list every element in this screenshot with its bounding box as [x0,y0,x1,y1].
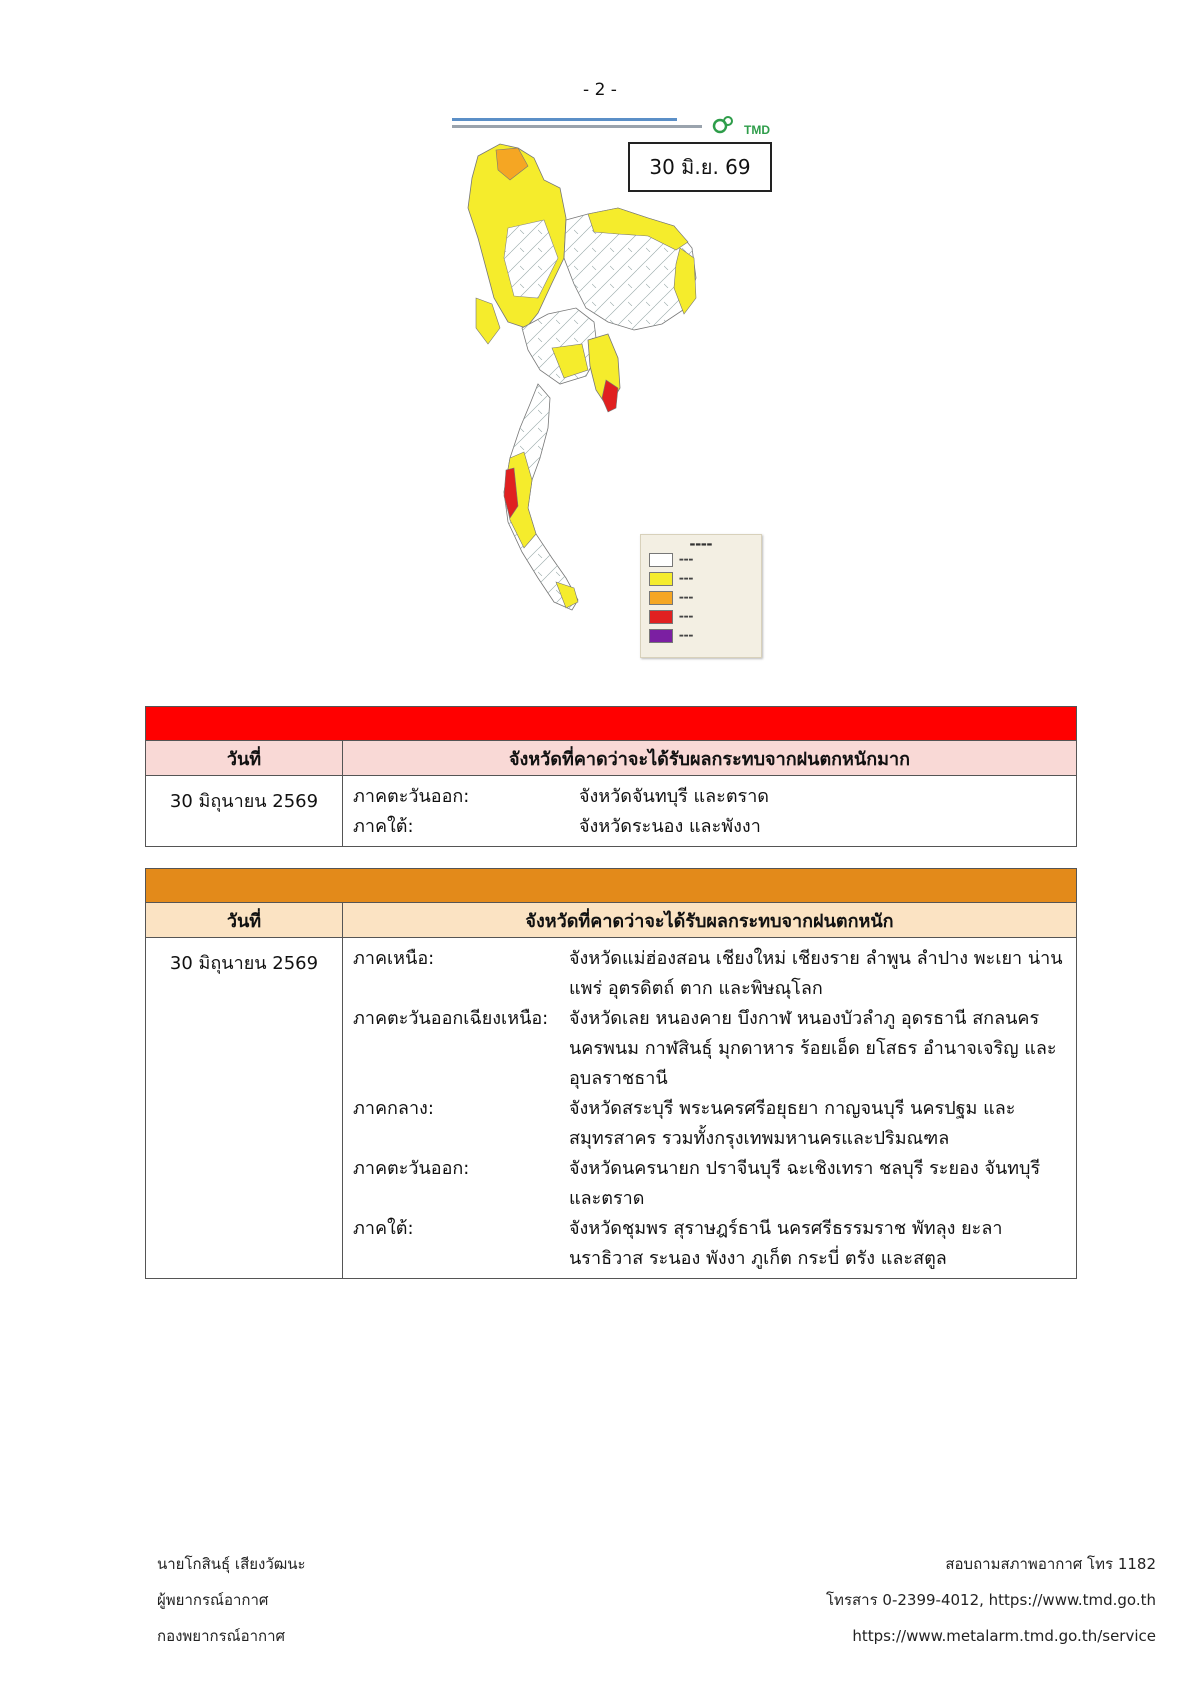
contact-phone: สอบถามสภาพอากาศ โทร 1182 [945,1555,1156,1573]
legend-swatch-heavy [649,610,673,624]
rainfall-map [448,108,788,668]
region-row [353,1004,1076,1094]
column-header-provinces: จังหวัดที่คาดว่าจะได้รับผลกระทบจากฝนตกหนัก [343,903,1077,938]
region-provinces: จังหวัดนครนายก ปราจีนบุรี ฉะเชิงเทรา ชลบุรี ระยอง จันทบุรี และตราด [569,1158,1041,1209]
forecaster-name: นายโกสินธุ์ เสียงวัฒนะ [157,1555,306,1573]
table-color-bar [146,869,1077,903]
region-provinces: จังหวัดชุมพร สุราษฎร์ธานี นครศรีธรรมราช พัทลุง ยะลา นราธิวาส ระนอง พังงา ภูเก็ต กระบี่ ตรัง และสตูล [569,1218,1003,1269]
contact-info [826,1546,1156,1654]
very-heavy-rain-table [145,706,1077,847]
forecast-date: 30 มิถุนายน 2569 [146,938,343,1279]
tmd-logo-text: TMD [744,123,770,137]
forecaster-signature [157,1546,306,1654]
map-legend: ▬▬▬▬ ▬▬▬ ▬▬▬ ▬▬▬ ▬▬▬ ▬▬▬ [640,534,762,658]
region-row [353,812,1076,842]
region-provinces: จังหวัดแม่ฮ่องสอน เชียงใหม่ เชียงราย ลำพูน ลำปาง พะเยา น่าน แพร่ อุตรดิตถ์ ตาก และพิษณุโลก [569,948,1063,999]
forecaster-department: กองพยากรณ์อากาศ [157,1627,286,1645]
column-header-date: วันที่ [146,903,343,938]
region-name: ภาคใต้: [353,1218,414,1239]
region-name: ภาคตะวันออกเฉียงเหนือ: [353,1008,549,1029]
region-provinces: จังหวัดสระบุรี พระนครศรีอยุธยา กาญจนบุรี นครปฐม และสมุทรสาคร รวมทั้งกรุงเทพมหานครและปริมณฑล [569,1098,1016,1149]
legend-swatch-very-heavy [649,629,673,643]
region-row [353,1154,1076,1214]
region-provinces: จังหวัดเลย หนองคาย บึงกาฬ หนองบัวลำภู อุดรธานี สกลนคร นครพนม กาฬสินธุ์ มุกดาหาร ร้อยเอ็ด ยโสธร อำนาจเจริญ และอุบลราชธานี [569,1008,1057,1089]
region-name: ภาคใต้: [353,816,414,837]
region-list [343,938,1077,1279]
contact-service-link[interactable]: https://www.metalarm.tmd.go.th/service [852,1627,1156,1645]
region-row [353,782,1076,812]
legend-swatch-none [649,553,673,567]
region-list [343,776,1077,847]
forecast-date: 30 มิถุนายน 2569 [146,776,343,847]
legend-swatch-light [649,572,673,586]
column-header-date: วันที่ [146,741,343,776]
region-name: ภาคกลาง: [353,1098,434,1119]
region-name: ภาคตะวันออก: [353,786,470,807]
page-number: - 2 - [583,80,617,100]
forecaster-title: ผู้พยากรณ์อากาศ [157,1591,269,1609]
region-row [353,1214,1076,1274]
region-provinces: จังหวัดจันทบุรี และตราด [579,786,769,807]
region-row [353,1094,1076,1154]
region-name: ภาคตะวันออก: [353,1158,470,1179]
column-header-provinces: จังหวัดที่คาดว่าจะได้รับผลกระทบจากฝนตกหนักมาก [343,741,1077,776]
map-date-label: 30 มิ.ย. 69 [628,142,772,192]
region-provinces: จังหวัดระนอง และพังงา [579,816,761,837]
contact-fax-website: โทรสาร 0-2399-4012, https://www.tmd.go.th [826,1591,1156,1609]
heavy-rain-table [145,868,1077,1279]
region-name: ภาคเหนือ: [353,948,435,969]
region-row [353,944,1076,1004]
legend-swatch-moderate [649,591,673,605]
table-color-bar [146,707,1077,741]
